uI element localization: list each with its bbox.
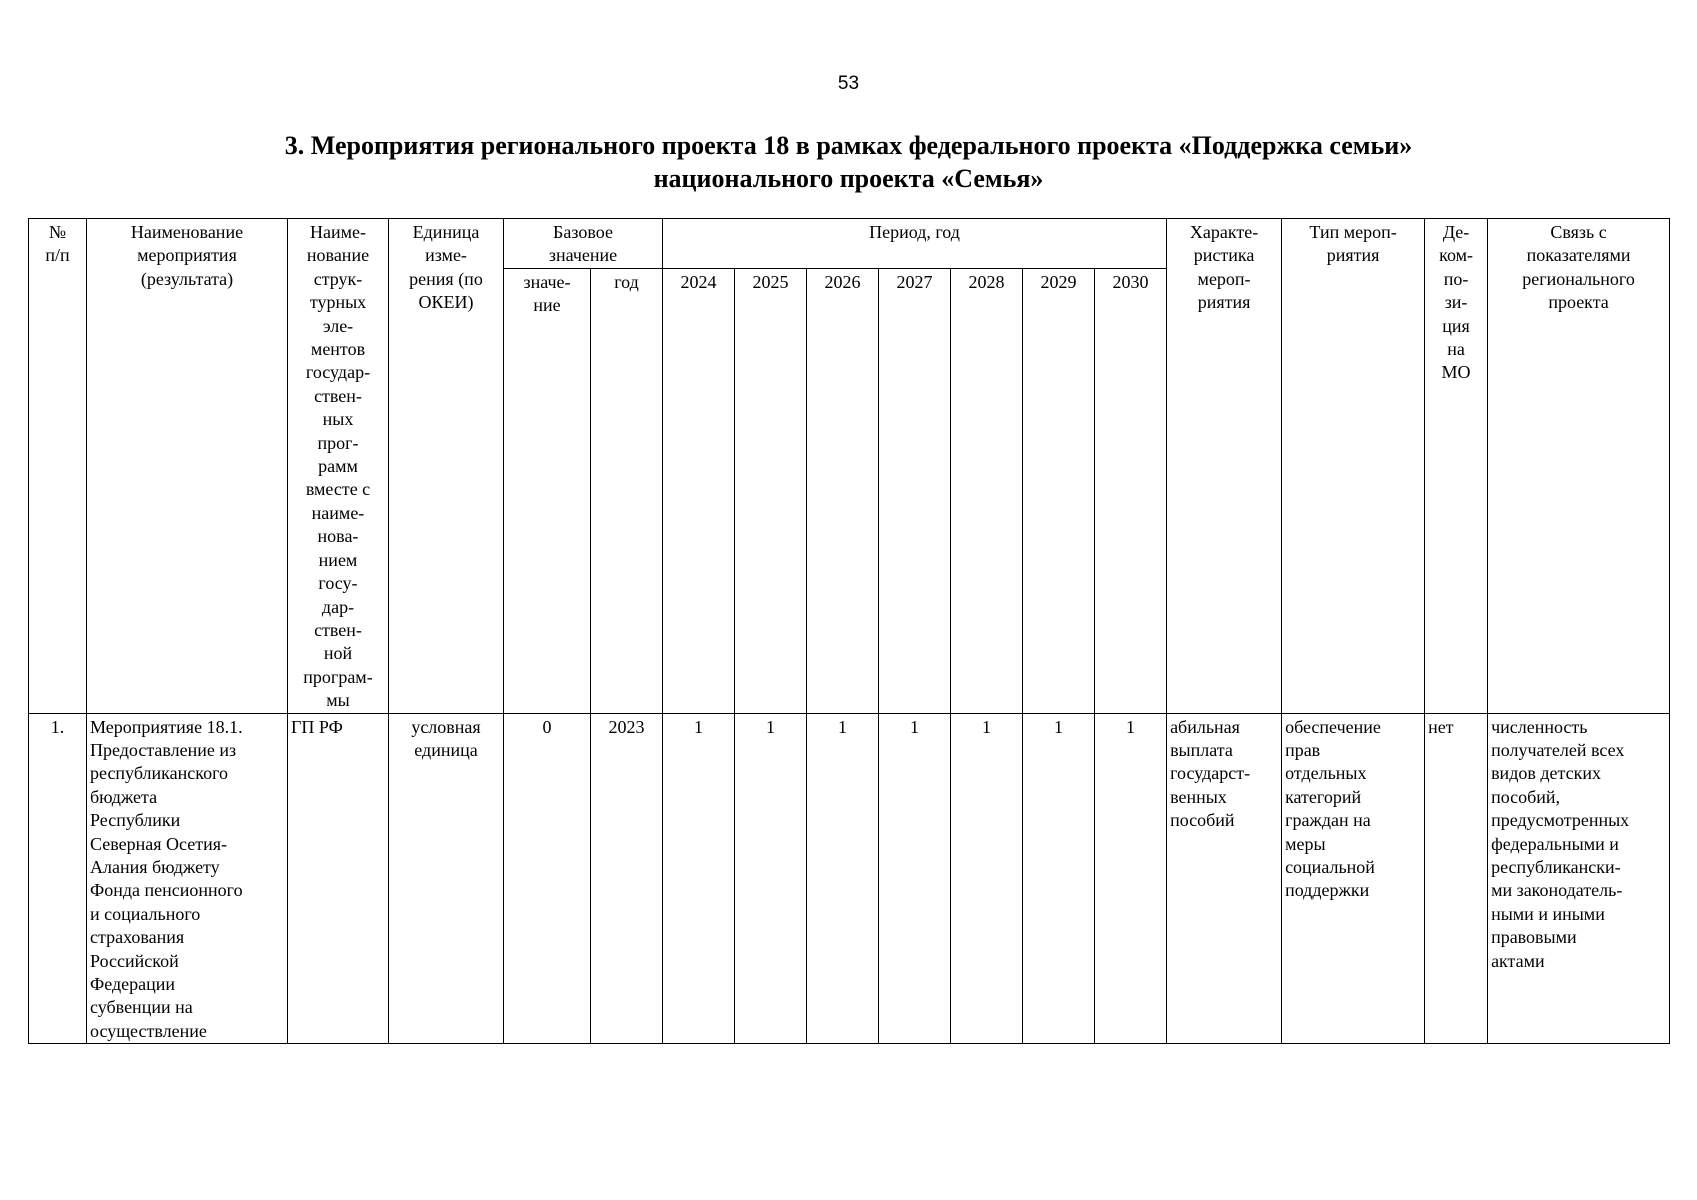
page-number: 53 (837, 73, 860, 94)
header-row-1 (29, 219, 1670, 269)
cell-decomposition: нет (1425, 713, 1488, 1044)
cell-base-year: 2023 (591, 713, 663, 1044)
cell-year-2028: 1 (951, 713, 1023, 1044)
header-year-2026: 2026 (807, 268, 879, 713)
header-year-2028: 2028 (951, 268, 1023, 713)
header-year-2025: 2025 (735, 268, 807, 713)
header-structural-elements: Наиме- нование струк- турных эле- ментов государ- ствен- ных прог- рамм вместе с наиме- нова- нием госу- дар- ствен- ной програм- мы (288, 219, 389, 714)
header-unit: Единица изме- рения (по ОКЕИ) (389, 219, 504, 714)
cell-num: 1. (29, 713, 87, 1044)
document-title-line-2: национального проекта «Семья» (653, 164, 1044, 193)
table-row (29, 713, 1670, 1044)
cell-year-2025: 1 (735, 713, 807, 1044)
header-year-2030: 2030 (1095, 268, 1167, 713)
header-name: Наименование мероприятия (результата) (87, 219, 288, 714)
header-type: Тип мероп- риятия (1282, 219, 1425, 714)
header-period: Период, год (663, 219, 1167, 269)
cell-year-2029: 1 (1023, 713, 1095, 1044)
header-num: № п/п (29, 219, 87, 714)
header-characteristic: Характе- ристика мероп- риятия (1167, 219, 1282, 714)
cell-characteristic: абильная выплата государст- венных пособий (1167, 713, 1282, 1044)
cell-link: численность получателей всех видов детских пособий, предусмотренных федеральными и республикански- ми законодатель- ными и иными правовыми актами (1488, 713, 1670, 1044)
header-base-year: год (591, 268, 663, 713)
cell-year-2027: 1 (879, 713, 951, 1044)
cell-year-2024: 1 (663, 713, 735, 1044)
header-year-2024: 2024 (663, 268, 735, 713)
cell-base-value: 0 (504, 713, 591, 1044)
document-title (0, 129, 1697, 195)
header-decomposition: Де- ком- по- зи- ция на МО (1425, 219, 1488, 714)
header-year-2027: 2027 (879, 268, 951, 713)
cell-unit: условная единица (389, 713, 504, 1044)
header-year-2029: 2029 (1023, 268, 1095, 713)
cell-structural: ГП РФ (288, 713, 389, 1044)
cell-name: Мероприятияе 18.1. Предоставление из республиканского бюджета Республики Северная Осетия- Алания бюджету Фонда пенсионного и социального страхования Российской Федерации субвенции на осуществление (87, 713, 288, 1044)
cell-year-2030: 1 (1095, 713, 1167, 1044)
document-title-line-1: 3. Мероприятия регионального проекта 18 в рамках федерального проекта «Поддержка семьи» (284, 131, 1413, 160)
header-link-indicators: Связь с показателями регионального проекта (1488, 219, 1670, 714)
header-base: Базовое значение (504, 219, 663, 269)
events-table (28, 218, 1670, 1044)
cell-type: обеспечение прав отдельных категорий граждан на меры социальной поддержки (1282, 713, 1425, 1044)
header-base-value: значе- ние (504, 268, 591, 713)
cell-year-2026: 1 (807, 713, 879, 1044)
